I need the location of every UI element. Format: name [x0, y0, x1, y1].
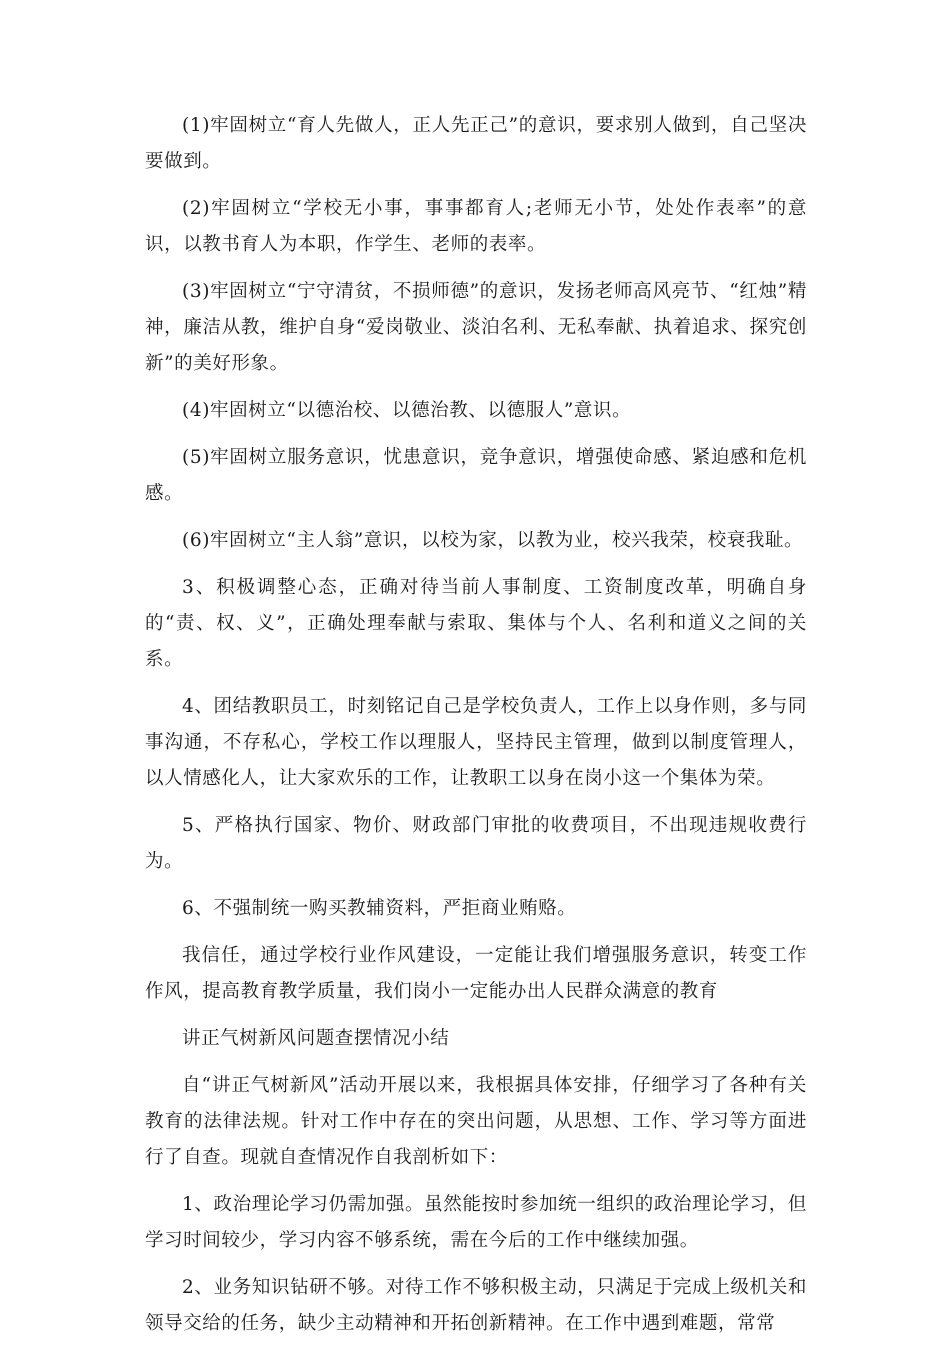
- paragraph-issue-2: 2、业务知识钻研不够。对待工作不够积极主动，只满足于完成上级机关和领导交给的任务，缺少主动精神和开拓创新精神。在工作中遇到难题，常常: [145, 1277, 807, 1334]
- paragraph-awareness-6: (6)牢固树立“主人翁”意识，以校为家，以教为业，校兴我荣，校衰我耻。: [182, 530, 804, 551]
- paragraph-intro: 自“讲正气树新风”活动开展以来，我根据具体安排，仔细学习了各种有关教育的法律法规。针对工作中存在的突出问题，从思想、工作、学习等方面进行了自查。现就自查情况作自我剖析如下：: [145, 1075, 807, 1168]
- paragraph-awareness-4: (4)牢固树立“以德治校、以德治教、以德服人”意识。: [182, 400, 632, 421]
- paragraph-awareness-5: (5)牢固树立服务意识，忧患意识，竞争意识，增强使命感、紧迫感和危机感。: [145, 447, 807, 504]
- paragraph-point-4: 4、团结教职员工，时刻铭记自己是学校负责人，工作上以身作则，多与同事沟通，不存私心，学校工作以理服人，坚持民主管理，做到以制度管理人，以人情感化人，让大家欢乐的工作，让教职工以身在岗小这一个集体为荣。: [145, 696, 807, 789]
- paragraph-conclusion: 我信任，通过学校行业作风建设，一定能让我们增强服务意识，转变工作作风，提高教育教学质量，我们岗小一定能办出人民群众满意的教育: [145, 945, 807, 1002]
- paragraph-point-5: 5、严格执行国家、物价、财政部门审批的收费项目，不出现违规收费行为。: [145, 815, 807, 872]
- document-body: [145, 108, 807, 1353]
- paragraph-point-3: 3、积极调整心态，正确对待当前人事制度、工资制度改革，明确自身的“责、权、义”，正确处理奉献与索取、集体与个人、名利和道义之间的关系。: [145, 577, 807, 670]
- paragraph-point-6: 6、不强制统一购买教辅资料，严拒商业贿赂。: [182, 898, 577, 919]
- paragraph-awareness-2: (2)牢固树立“学校无小事，事事都育人;老师无小节，处处作表率”的意识，以教书育人为本职，作学生、老师的表率。: [145, 198, 807, 255]
- paragraph-awareness-3: (3)牢固树立“宁守清贫，不损师德”的意识，发扬老师高风亮节、“红烛”精神，廉洁从教，维护自身“爱岗敬业、淡泊名利、无私奉献、执着追求、探究创新”的美好形象。: [145, 281, 807, 374]
- section-heading: 讲正气树新风问题查摆情况小结: [182, 1028, 450, 1049]
- paragraph-issue-1: 1、政治理论学习仍需加强。虽然能按时参加统一组织的政治理论学习，但学习时间较少，学习内容不够系统，需在今后的工作中继续加强。: [145, 1194, 807, 1251]
- paragraph-awareness-1: (1)牢固树立“育人先做人，正人先正己”的意识，要求别人做到，自己坚决要做到。: [145, 115, 807, 172]
